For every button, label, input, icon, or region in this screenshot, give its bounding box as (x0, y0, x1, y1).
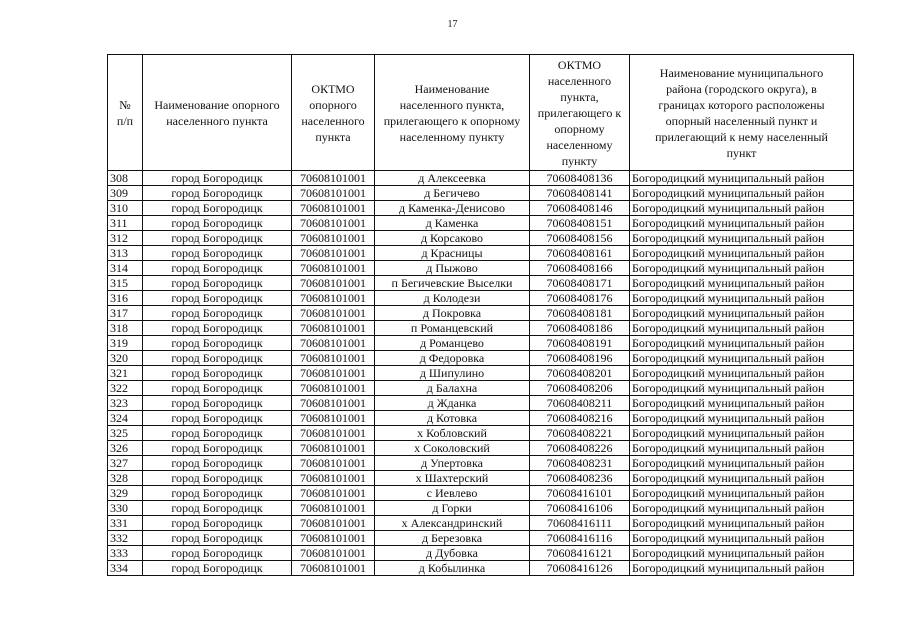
hub-settlement-cell: город Богородицк (143, 276, 292, 291)
row-number: 325 (108, 426, 143, 441)
header-line: п/п (116, 113, 134, 128)
municipality-cell: Богородицкий муниципальный район (630, 411, 854, 426)
header-line: пункта (315, 129, 351, 144)
row-number: 334 (108, 561, 143, 576)
hub-settlement-cell: город Богородицк (143, 171, 292, 186)
hub-oktmo-cell: 70608101001 (292, 201, 375, 216)
adjacent-settlement-cell: х Соколовский (375, 441, 530, 456)
hub-oktmo-cell: 70608101001 (292, 216, 375, 231)
adjacent-settlement-cell: д Березовка (375, 531, 530, 546)
hub-oktmo-cell: 70608101001 (292, 471, 375, 486)
hub-settlement-cell: город Богородицк (143, 306, 292, 321)
adjacent-settlement-cell: д Кобылинка (375, 561, 530, 576)
table-row (108, 471, 854, 486)
municipality-cell: Богородицкий муниципальный район (630, 261, 854, 276)
adjacent-oktmo-cell: 70608408236 (530, 471, 630, 486)
hub-settlement-cell: город Богородицк (143, 216, 292, 231)
adjacent-oktmo-cell: 70608408231 (530, 456, 630, 471)
municipality-cell: Богородицкий муниципальный район (630, 561, 854, 576)
adjacent-settlement-cell: д Покровка (375, 306, 530, 321)
hub-oktmo-cell: 70608101001 (292, 231, 375, 246)
table-row (108, 261, 854, 276)
hub-oktmo-cell: 70608101001 (292, 291, 375, 306)
adjacent-settlement-cell: п Бегичевские Выселки (375, 276, 530, 291)
municipality-cell: Богородицкий муниципальный район (630, 426, 854, 441)
table-body (108, 171, 854, 576)
adjacent-settlement-cell: д Корсаково (375, 231, 530, 246)
header-line: Наименование муниципального (659, 65, 824, 80)
table-row (108, 381, 854, 396)
header-line: населенного (301, 113, 365, 128)
municipality-cell: Богородицкий муниципальный район (630, 531, 854, 546)
hub-settlement-cell: город Богородицк (143, 516, 292, 531)
adjacent-oktmo-cell: 70608408156 (530, 231, 630, 246)
municipality-cell: Богородицкий муниципальный район (630, 336, 854, 351)
row-number: 312 (108, 231, 143, 246)
row-number: 333 (108, 546, 143, 561)
adjacent-settlement-cell: д Бегичево (375, 186, 530, 201)
hub-settlement-cell: город Богородицк (143, 456, 292, 471)
hub-settlement-cell: город Богородицк (143, 351, 292, 366)
hub-settlement-cell: город Богородицк (143, 411, 292, 426)
municipality-cell: Богородицкий муниципальный район (630, 516, 854, 531)
hub-settlement-cell: город Богородицк (143, 396, 292, 411)
header-adjacent-oktmo (530, 55, 630, 171)
table-row (108, 531, 854, 546)
adjacent-oktmo-cell: 70608408211 (530, 396, 630, 411)
row-number: 329 (108, 486, 143, 501)
municipality-cell: Богородицкий муниципальный район (630, 501, 854, 516)
hub-oktmo-cell: 70608101001 (292, 321, 375, 336)
adjacent-settlement-cell: д Каменка (375, 216, 530, 231)
adjacent-oktmo-cell: 70608408176 (530, 291, 630, 306)
municipality-cell: Богородицкий муниципальный район (630, 231, 854, 246)
adjacent-settlement-cell: д Федоровка (375, 351, 530, 366)
header-hub-settlement (143, 55, 292, 171)
row-number: 308 (108, 171, 143, 186)
header-line: опорный населенный пункт и (665, 113, 818, 128)
table-header-row (108, 55, 854, 171)
municipality-cell: Богородицкий муниципальный район (630, 291, 854, 306)
hub-oktmo-cell: 70608101001 (292, 456, 375, 471)
table-row (108, 366, 854, 381)
municipality-cell: Богородицкий муниципальный район (630, 201, 854, 216)
header-municipality (630, 55, 854, 171)
adjacent-settlement-cell: д Красницы (375, 246, 530, 261)
municipality-cell: Богородицкий муниципальный район (630, 171, 854, 186)
table-header (108, 55, 854, 171)
adjacent-oktmo-cell: 70608408166 (530, 261, 630, 276)
row-number: 323 (108, 396, 143, 411)
table-row (108, 306, 854, 321)
adjacent-settlement-cell: д Дубовка (375, 546, 530, 561)
municipality-cell: Богородицкий муниципальный район (630, 396, 854, 411)
adjacent-settlement-cell: п Романцевский (375, 321, 530, 336)
adjacent-settlement-cell: д Алексеевка (375, 171, 530, 186)
adjacent-oktmo-cell: 70608416126 (530, 561, 630, 576)
hub-oktmo-cell: 70608101001 (292, 561, 375, 576)
table-row (108, 426, 854, 441)
row-number: 331 (108, 516, 143, 531)
hub-oktmo-cell: 70608101001 (292, 306, 375, 321)
hub-oktmo-cell: 70608101001 (292, 426, 375, 441)
hub-oktmo-cell: 70608101001 (292, 501, 375, 516)
municipality-cell: Богородицкий муниципальный район (630, 381, 854, 396)
hub-settlement-cell: город Богородицк (143, 561, 292, 576)
adjacent-settlement-cell: д Жданка (375, 396, 530, 411)
table-row (108, 171, 854, 186)
row-number: 315 (108, 276, 143, 291)
table-row (108, 441, 854, 456)
row-number: 313 (108, 246, 143, 261)
municipality-cell: Богородицкий муниципальный район (630, 456, 854, 471)
municipality-cell: Богородицкий муниципальный район (630, 486, 854, 501)
table-row (108, 231, 854, 246)
adjacent-oktmo-cell: 70608416111 (530, 516, 630, 531)
adjacent-oktmo-cell: 70608416116 (530, 531, 630, 546)
adjacent-settlement-cell: д Пыжово (375, 261, 530, 276)
municipality-cell: Богородицкий муниципальный район (630, 366, 854, 381)
adjacent-oktmo-cell: 70608408146 (530, 201, 630, 216)
header-line: № (119, 97, 131, 112)
row-number: 309 (108, 186, 143, 201)
header-line: пункта, (560, 89, 599, 104)
header-line: Наименование (414, 81, 490, 96)
adjacent-settlement-cell: д Романцево (375, 336, 530, 351)
header-line: ОКТМО (311, 81, 355, 96)
hub-oktmo-cell: 70608101001 (292, 276, 375, 291)
header-number (108, 55, 143, 171)
adjacent-oktmo-cell: 70608408186 (530, 321, 630, 336)
header-adjacent-settlement (375, 55, 530, 171)
table-row (108, 186, 854, 201)
municipality-cell: Богородицкий муниципальный район (630, 276, 854, 291)
row-number: 317 (108, 306, 143, 321)
table-row (108, 411, 854, 426)
row-number: 316 (108, 291, 143, 306)
header-line: населенного пункта, (399, 97, 505, 112)
adjacent-settlement-cell: д Каменка-Денисово (375, 201, 530, 216)
table-row (108, 216, 854, 231)
hub-settlement-cell: город Богородицк (143, 426, 292, 441)
header-line: пункту (561, 153, 598, 168)
hub-settlement-cell: город Богородицк (143, 381, 292, 396)
adjacent-oktmo-cell: 70608408151 (530, 216, 630, 231)
table-row (108, 351, 854, 366)
header-line: района (городского округа), в (666, 81, 817, 96)
hub-settlement-cell: город Богородицк (143, 501, 292, 516)
adjacent-settlement-cell: с Иевлево (375, 486, 530, 501)
header-line: опорному (554, 121, 605, 136)
table-row (108, 396, 854, 411)
hub-settlement-cell: город Богородицк (143, 336, 292, 351)
adjacent-oktmo-cell: 70608416101 (530, 486, 630, 501)
adjacent-settlement-cell: д Балахна (375, 381, 530, 396)
table-row (108, 276, 854, 291)
hub-settlement-cell: город Богородицк (143, 186, 292, 201)
row-number: 319 (108, 336, 143, 351)
adjacent-oktmo-cell: 70608416121 (530, 546, 630, 561)
municipality-cell: Богородицкий муниципальный район (630, 321, 854, 336)
header-line: опорного (309, 97, 357, 112)
hub-oktmo-cell: 70608101001 (292, 411, 375, 426)
hub-oktmo-cell: 70608101001 (292, 531, 375, 546)
row-number: 311 (108, 216, 143, 231)
table-row (108, 321, 854, 336)
row-number: 328 (108, 471, 143, 486)
page-number: 17 (447, 19, 458, 30)
table-row (108, 501, 854, 516)
hub-oktmo-cell: 70608101001 (292, 366, 375, 381)
adjacent-oktmo-cell: 70608416106 (530, 501, 630, 516)
table-row (108, 246, 854, 261)
adjacent-oktmo-cell: 70608408201 (530, 366, 630, 381)
row-number: 310 (108, 201, 143, 216)
row-number: 324 (108, 411, 143, 426)
municipality-cell: Богородицкий муниципальный район (630, 186, 854, 201)
header-line: ОКТМО (557, 57, 602, 72)
row-number: 327 (108, 456, 143, 471)
header-line: прилегающий к нему населенный (655, 129, 828, 144)
hub-oktmo-cell: 70608101001 (292, 486, 375, 501)
row-number: 332 (108, 531, 143, 546)
row-number: 314 (108, 261, 143, 276)
hub-settlement-cell: город Богородицк (143, 261, 292, 276)
table-row (108, 561, 854, 576)
hub-oktmo-cell: 70608101001 (292, 186, 375, 201)
adjacent-oktmo-cell: 70608408171 (530, 276, 630, 291)
adjacent-settlement-cell: х Шахтерский (375, 471, 530, 486)
settlements-table (107, 54, 854, 576)
municipality-cell: Богородицкий муниципальный район (630, 216, 854, 231)
header-line: населенного (547, 73, 612, 88)
hub-oktmo-cell: 70608101001 (292, 246, 375, 261)
adjacent-oktmo-cell: 70608408221 (530, 426, 630, 441)
hub-settlement-cell: город Богородицк (143, 321, 292, 336)
hub-settlement-cell: город Богородицк (143, 246, 292, 261)
table-row (108, 516, 854, 531)
hub-settlement-cell: город Богородицк (143, 291, 292, 306)
adjacent-settlement-cell: д Котовка (375, 411, 530, 426)
header-line: населенного пункта (166, 113, 268, 128)
header-line: прилегающего к опорному (383, 113, 521, 128)
row-number: 330 (108, 501, 143, 516)
adjacent-oktmo-cell: 70608408196 (530, 351, 630, 366)
hub-settlement-cell: город Богородицк (143, 471, 292, 486)
adjacent-settlement-cell: д Шипулино (375, 366, 530, 381)
table-row (108, 291, 854, 306)
table-row (108, 546, 854, 561)
table-row (108, 486, 854, 501)
adjacent-settlement-cell: д Упертовка (375, 456, 530, 471)
header-line: прилегающего к (537, 105, 622, 120)
hub-settlement-cell: город Богородицк (143, 531, 292, 546)
municipality-cell: Богородицкий муниципальный район (630, 351, 854, 366)
table-row (108, 336, 854, 351)
hub-oktmo-cell: 70608101001 (292, 261, 375, 276)
header-line: населенному пункту (399, 129, 505, 144)
adjacent-oktmo-cell: 70608408141 (530, 186, 630, 201)
municipality-cell: Богородицкий муниципальный район (630, 246, 854, 261)
row-number: 322 (108, 381, 143, 396)
hub-settlement-cell: город Богородицк (143, 366, 292, 381)
header-line: Наименование опорного (154, 97, 280, 112)
adjacent-oktmo-cell: 70608408216 (530, 411, 630, 426)
header-line: населенному (546, 137, 613, 152)
header-line: пункт (726, 145, 757, 160)
table-row (108, 201, 854, 216)
header-hub-oktmo (292, 55, 375, 171)
adjacent-oktmo-cell: 70608408161 (530, 246, 630, 261)
row-number: 321 (108, 366, 143, 381)
header-line: границах которого расположены (658, 97, 825, 112)
municipality-cell: Богородицкий муниципальный район (630, 306, 854, 321)
table-row (108, 456, 854, 471)
hub-oktmo-cell: 70608101001 (292, 546, 375, 561)
adjacent-settlement-cell: х Александринский (375, 516, 530, 531)
hub-settlement-cell: город Богородицк (143, 441, 292, 456)
municipality-cell: Богородицкий муниципальный район (630, 546, 854, 561)
hub-oktmo-cell: 70608101001 (292, 396, 375, 411)
municipality-cell: Богородицкий муниципальный район (630, 441, 854, 456)
hub-oktmo-cell: 70608101001 (292, 441, 375, 456)
hub-oktmo-cell: 70608101001 (292, 381, 375, 396)
hub-oktmo-cell: 70608101001 (292, 516, 375, 531)
row-number: 318 (108, 321, 143, 336)
adjacent-settlement-cell: х Кобловский (375, 426, 530, 441)
hub-oktmo-cell: 70608101001 (292, 336, 375, 351)
adjacent-settlement-cell: д Колодези (375, 291, 530, 306)
hub-oktmo-cell: 70608101001 (292, 351, 375, 366)
adjacent-oktmo-cell: 70608408136 (530, 171, 630, 186)
municipality-cell: Богородицкий муниципальный район (630, 471, 854, 486)
adjacent-settlement-cell: д Горки (375, 501, 530, 516)
adjacent-oktmo-cell: 70608408181 (530, 306, 630, 321)
row-number: 326 (108, 441, 143, 456)
adjacent-oktmo-cell: 70608408206 (530, 381, 630, 396)
hub-settlement-cell: город Богородицк (143, 201, 292, 216)
hub-settlement-cell: город Богородицк (143, 546, 292, 561)
adjacent-oktmo-cell: 70608408226 (530, 441, 630, 456)
adjacent-oktmo-cell: 70608408191 (530, 336, 630, 351)
row-number: 320 (108, 351, 143, 366)
hub-settlement-cell: город Богородицк (143, 486, 292, 501)
hub-settlement-cell: город Богородицк (143, 231, 292, 246)
hub-oktmo-cell: 70608101001 (292, 171, 375, 186)
